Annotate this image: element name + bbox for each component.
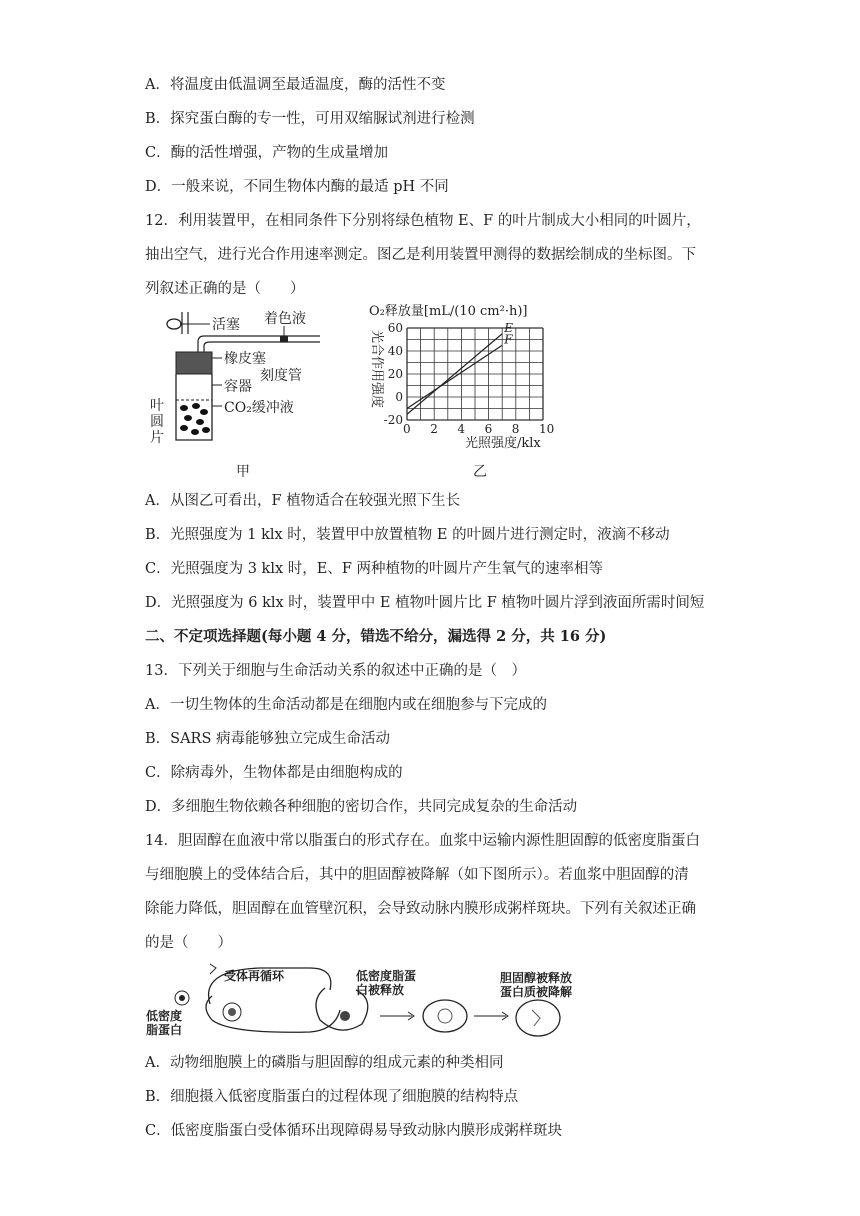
chart-ticks [384,321,555,436]
q11-option-a: A．将温度由低温调至最适温度，酶的活性不变 [145,77,446,93]
q12-stem-line2: 抽出空气，进行光合作用速率测定。图乙是利用装置甲测得的数据绘制成的坐标图。下 [145,247,696,263]
x-tick-label: 2 [430,422,438,436]
label-dye: 着色液 [264,311,306,327]
q14-stem-line4: 的是（ ） [145,935,232,951]
dye-drop [280,336,288,342]
label-ldl-1: 低密度 [146,1009,183,1023]
q12-stem-line3: 列叙述正确的是（ ） [145,281,305,297]
label-disc-1: 叶 [150,398,164,414]
y-tick-label: -20 [383,413,403,427]
x-tick-label: 6 [484,422,493,436]
label-stopper: 橡皮塞 [224,351,266,367]
label-degraded-1: 胆固醇被释放 [500,971,573,985]
y-tick-label: 20 [387,367,403,381]
series-label-E: E [504,320,513,335]
y-tick-label: 60 [387,321,403,335]
valve-icon [167,319,181,329]
label-ldl-2: 脂蛋白 [146,1023,183,1037]
degraded-vesicle [516,1000,560,1036]
label-recycle: 受体再循环 [224,969,285,983]
q11-option-b: B．探究蛋白酶的专一性，可用双缩脲试剂进行检测 [145,111,475,127]
rubber-stopper [176,352,212,374]
x-tick-label: 8 [511,422,520,436]
x-tick-label: 10 [539,422,555,436]
label-container: 容器 [224,379,252,395]
chart-title: O₂释放量[mL/(10 cm²·h)] [369,304,528,319]
x-tick-label: 4 [457,422,466,436]
q13-option-b: B．SARS 病毒能够独立完成生命活动 [145,731,391,747]
section-heading: 二、不定项选择题(每小题 4 分，错选不给分，漏选得 2 分，共 16 分) [145,628,607,645]
q13-stem: 13．下列关于细胞与生命活动关系的叙述中正确的是（ ） [145,663,526,679]
q14-stem-line3: 除能力降低，胆固醇在血管壁沉积，会导致动脉内膜形成粥样斑块。下列有关叙述正确 [145,901,696,917]
x-tick-label: 0 [403,422,411,436]
ldl-pathway-figure [140,960,620,1042]
y-tick-label: 0 [395,390,403,404]
q13-option-d: D．多细胞生物依赖各种细胞的密切合作，共同完成复杂的生命活动 [145,799,578,815]
apparatus-figure [140,300,340,485]
label-buffer: CO₂缓冲液 [224,400,294,416]
chart-lines [407,321,513,415]
leaf-discs [180,403,210,435]
label-released-1: 低密度脂蛋 [356,969,417,983]
chart-figure [355,300,575,485]
label-disc-3: 片 [150,430,164,446]
q11-option-c: C．酶的活性增强，产物的生成量增加 [145,145,389,161]
series-line-F [407,345,502,408]
y-tick-label: 40 [387,344,403,358]
caption-jia: 甲 [236,464,250,480]
q13-option-a: A．一切生物体的生命活动都是在细胞内或在细胞参与下完成的 [145,697,547,713]
label-released-2: 白被释放 [356,983,405,997]
series-label-F: F [504,332,513,347]
q12-option-b: B．光照强度为 1 klx 时，装置甲中放置植物 E 的叶圆片进行测定时，液滴不移动 [145,527,670,543]
caption-yi: 乙 [473,464,487,480]
q11-option-d: D．一般来说，不同生物体内酶的最适 pH 不同 [145,179,449,195]
q12-stem-line1: 12．利用装置甲，在相同条件下分别将绿色植物 E、F 的叶片制成大小相同的叶圆片， [145,213,701,229]
label-disc-2: 圆 [150,414,164,430]
chart-grid [407,328,543,420]
q12-option-a: A．从图乙可看出，F 植物适合在较强光照下生长 [145,493,461,509]
chart-ylabel: 光合作用强度 [369,330,384,409]
label-degraded-2: 蛋白质被降解 [500,985,573,999]
q12-option-d: D．光照强度为 6 klx 时，装置甲中 E 植物叶圆片比 F 植物叶圆片浮到液面所需时间短 [145,595,705,611]
chart-xlabel: 光照强度/klx [465,436,541,451]
q14-option-b: B．细胞摄入低密度脂蛋白的过程体现了细胞膜的结构特点 [145,1089,519,1105]
label-tube: 刻度管 [260,368,302,384]
q13-option-c: C．除病毒外，生物体都是由细胞构成的 [145,765,403,781]
q14-stem-line2: 与细胞膜上的受体结合后，其中的胆固醇被降解（如下图所示）。若血浆中胆固醇的清 [145,867,689,883]
q12-option-c: C．光照强度为 3 klx 时，E、F 两种植物的叶圆片产生氧气的速率相等 [145,561,604,577]
lysosome [423,1000,467,1032]
q14-option-a: A．动物细胞膜上的磷脂与胆固醇的组成元素的种类相同 [145,1055,504,1071]
q14-stem-line1: 14．胆固醇在血液中常以脂蛋白的形式存在。血浆中运输内源性胆固醇的低密度脂蛋白 [145,833,700,849]
label-valve: 活塞 [212,317,240,333]
q14-option-c: C．低密度脂蛋白受体循环出现障碍易导致动脉内膜形成粥样斑块 [145,1123,563,1139]
